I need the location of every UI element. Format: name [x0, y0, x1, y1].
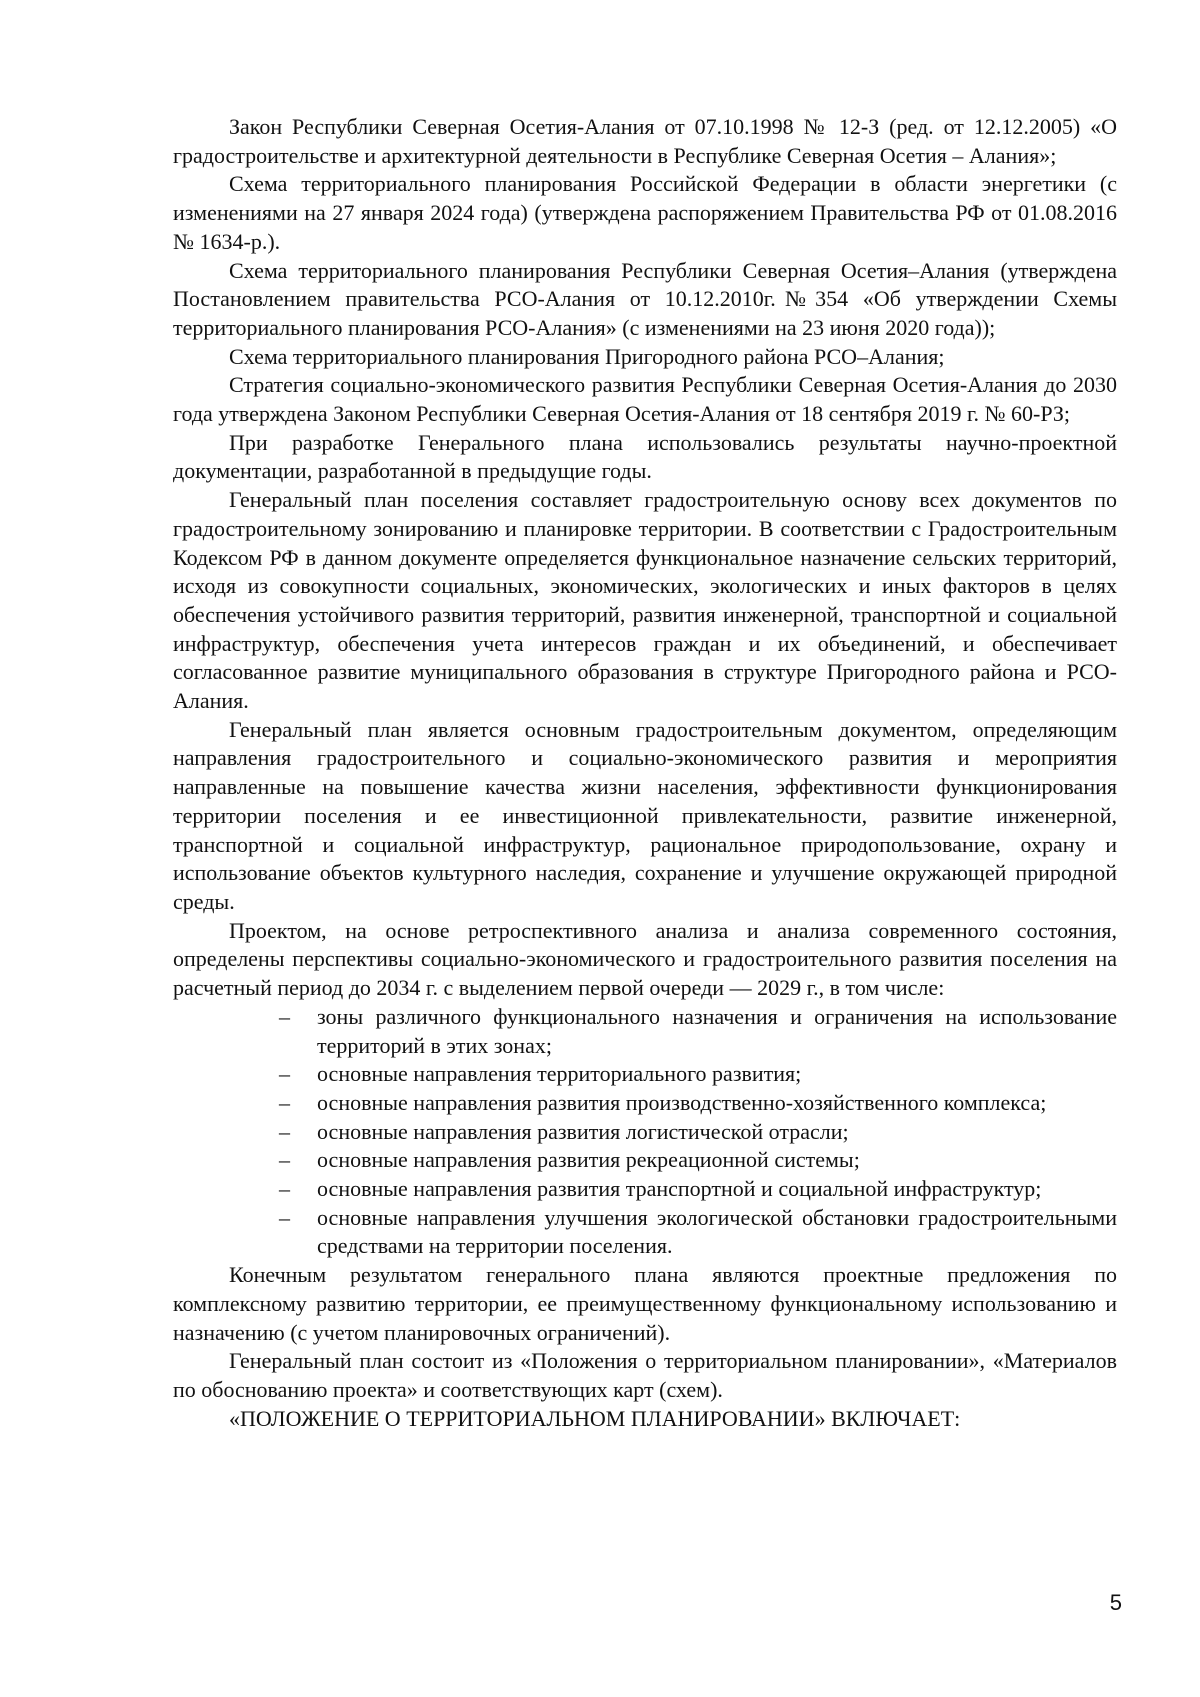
paragraph-republic-scheme: Схема территориального планирования Республики Северная Осетия–Алания (утверждена Постановлением правительства РСО-Алания от 10.12.2010г.№354 «Об утверждении Схемы территориального планирования РСО-Алания» (с изменениями на 23 июня 2020 года)); [173, 257, 1117, 340]
list-item [279, 1003, 1117, 1060]
list-item [279, 1118, 1117, 1147]
paragraph-project-perspectives: Проектом, на основе ретроспективного анализа и анализа современного состояния, определены перспективы социально-экономического и градостроительного развития поселения на расчетный период до 2034 г. с выделением первой очереди — 2029 г., в том числе: [173, 917, 1117, 1001]
paragraph-energy-scheme: Схема территориального планирования Российской Федерации в области энергетики (с изменениями на 27 января 2024 года) (утверждена распоряжением Правительства РФ от 01.08.2016 № 1634-р.). [173, 171, 1117, 254]
list-dash: – [279, 1147, 290, 1173]
page-number: 5 [1109, 1590, 1122, 1615]
list-item-text: основные направления территориального развития; [317, 1061, 802, 1087]
list-dash: – [279, 1204, 290, 1230]
list-item [279, 1060, 1117, 1089]
list-dash: – [279, 1061, 290, 1087]
paragraph-strategy: Стратегия социально-экономического развития Республики Северная Осетия-Алания до 2030 года утверждена Законом Республики Северная Осетия-Алания от 18 сентября 2019 г. № 60-РЗ; [173, 372, 1117, 427]
paragraph-district-scheme: Схема территориального планирования Пригородного района РСО–Алания; [229, 343, 945, 369]
paragraph-plan-composition: Генеральный план состоит из «Положения о территориальном планировании», «Материалов по обоснованию проекта» и соответствующих карт (схем). [173, 1348, 1117, 1402]
list-dash: – [279, 1003, 290, 1029]
list-item-text: основные направления развития транспортной и социальной инфраструктур; [317, 1176, 1042, 1202]
list-item-text: зоны различного функционального назначения и ограничения на использование территорий в этих зонах; [317, 1003, 1117, 1058]
paragraph-general-plan-basis: Генеральный план поселения составляет градостроительную основу всех документов по градостроительному зонированию и планировке территории. В соответствии с Градостроительным Кодексом РФ в данном документе определяется функциональное назначение сельских территорий, исходя из совокупности социальных, экономических, экологических и иных факторов в целях обеспечения устойчивого развития территорий, развития инженерной, транспортной и социальной инфраструктур, обеспечения учета интересов граждан и их объединений, и обеспечивает согласованное развитие муниципального образования в структуре Пригородного района и РСО-Алания. [173, 487, 1117, 714]
paragraph-prior-documentation: При разработке Генерального плана использовались результаты научно-проектной документации, разработанной в предыдущие годы. [173, 429, 1117, 484]
list-dash: – [279, 1089, 290, 1115]
directions-list [173, 1003, 1117, 1261]
list-item [279, 1204, 1117, 1261]
list-dash: – [279, 1118, 290, 1144]
list-item-text: основные направления развития рекреационной системы; [317, 1147, 860, 1173]
paragraph-final-result: Конечным результатом генерального плана являются проектные предложения по комплексному развитию территории, ее преимущественному функциональному использованию и назначению (с учетом планировочных ограничений). [173, 1262, 1117, 1345]
paragraph-general-plan-purpose: Генеральный план является основным градостроительным документом, определяющим направления градостроительного и социально-экономического развития и мероприятия направленные на повышение качества жизни населения, эффективности функционирования территории поселения и ее инвестиционной привлекательности, развитие инженерной, транспортной и социальной инфраструктур, рациональное природопользование, охрану и использование объектов культурного наследия, сохранение и улучшение окружающей природной среды. [173, 716, 1117, 914]
list-item [279, 1089, 1117, 1118]
list-item-text: основные направления развития логистической отрасли; [317, 1118, 849, 1144]
section-heading: «ПОЛОЖЕНИЕ О ТЕРРИТОРИАЛЬНОМ ПЛАНИРОВАНИИ» ВКЛЮЧАЕТ: [229, 1405, 961, 1431]
list-item [279, 1146, 1117, 1175]
paragraph-law-north-ossetia: Закон Республики Северная Осетия-Алания от 07.10.1998 № 12-З (ред. от 12.12.2005) «О градостроительстве и архитектурной деятельности в Республике Северная Осетия – Алания»; [173, 114, 1117, 168]
list-item-text: основные направления улучшения экологической обстановки градостроительными средствами на территории поселения. [317, 1204, 1117, 1259]
list-item-text: основные направления развития производственно-хозяйственного комплекса; [317, 1089, 1047, 1115]
document-body [173, 113, 1117, 1433]
list-item [279, 1175, 1117, 1204]
list-dash: – [279, 1176, 290, 1202]
